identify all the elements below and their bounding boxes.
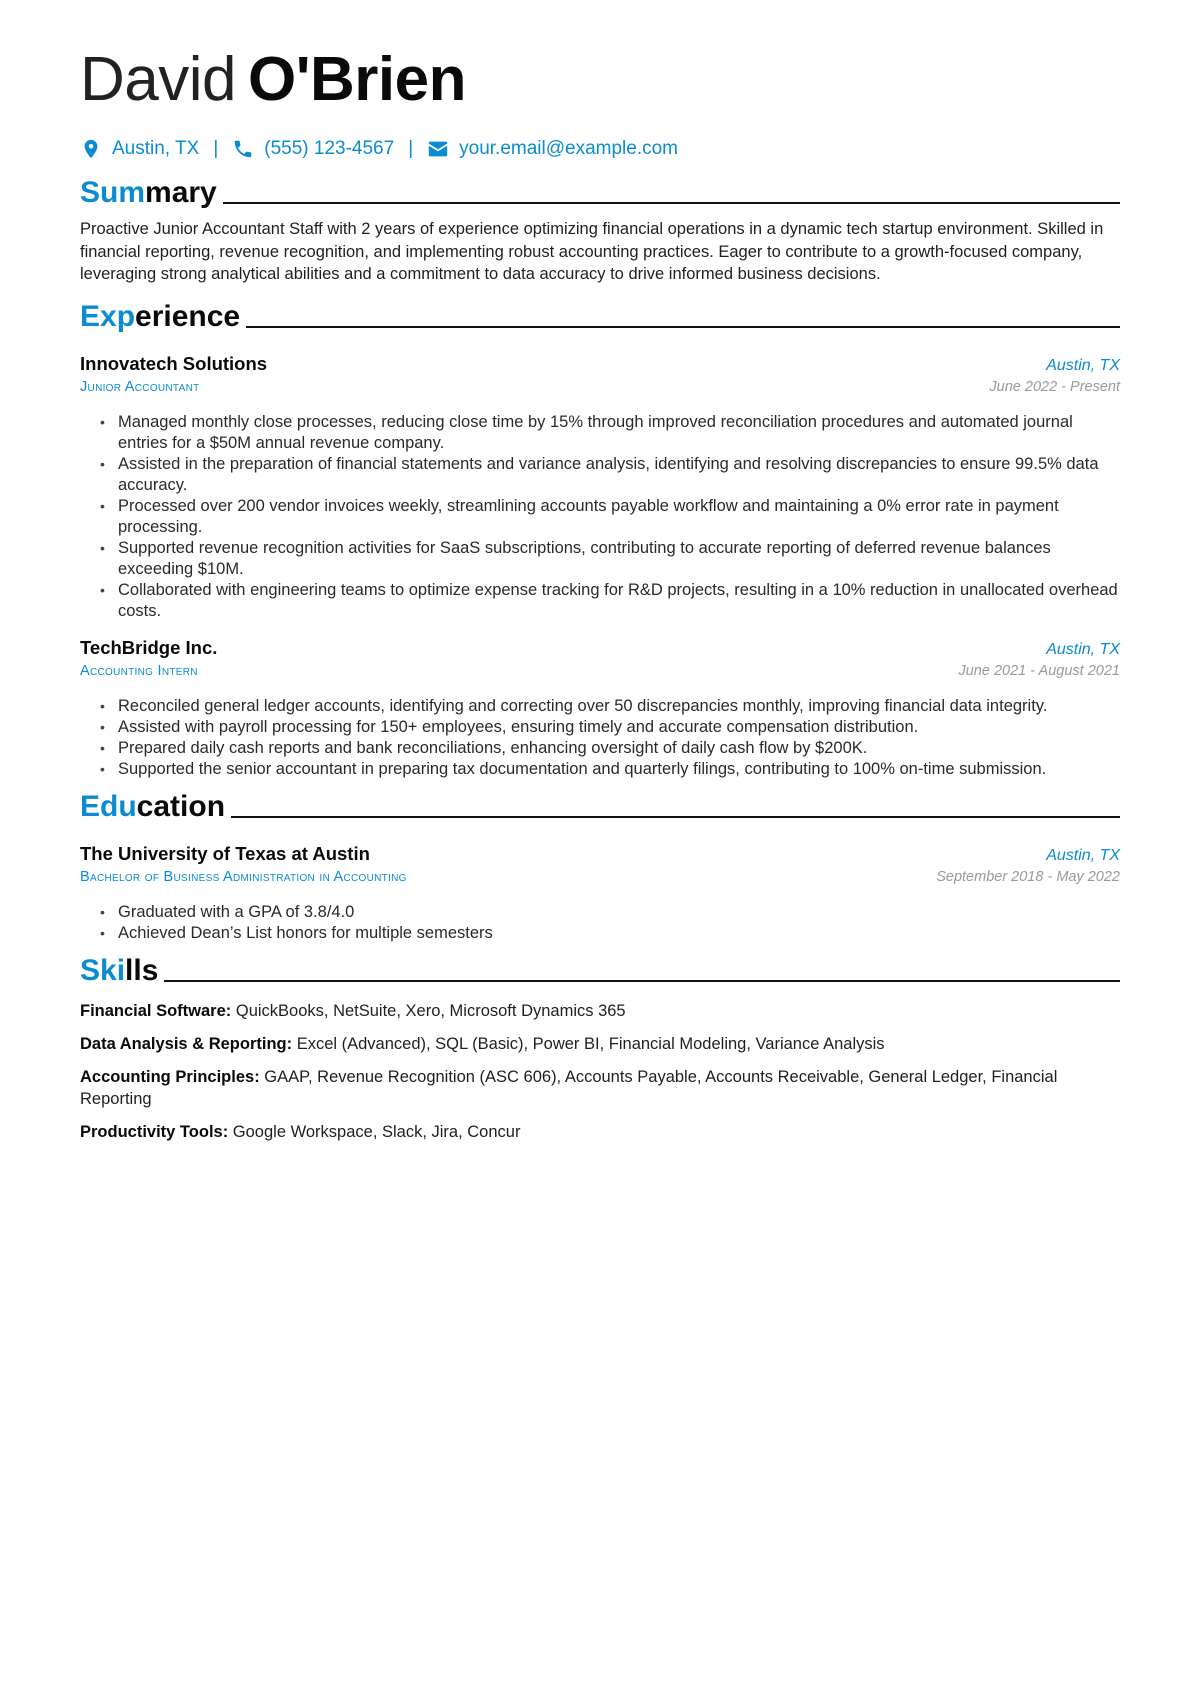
skill-category: Financial Software: [80, 1001, 232, 1020]
skills-heading-accent: Ski [80, 953, 126, 987]
list-item: • Reconciled general ledger accounts, identifying and correcting over 50 discrepancies monthly, improving financial data integrity. [118, 696, 1120, 717]
location-item [80, 138, 199, 160]
education-entry [80, 842, 1120, 944]
experience-heading-accent: Exp [80, 299, 136, 333]
job-role: Junior Accountant [80, 378, 200, 395]
list-item: • Supported the senior accountant in preparing tax documentation and quarterly filings, contributing to 100% on-time submission. [118, 759, 1120, 780]
contact-separator: | [408, 138, 414, 159]
phone-item[interactable] [232, 138, 394, 160]
summary-heading [80, 174, 1120, 212]
list-item: • Processed over 200 vendor invoices weekly, streamlining accounts payable workflow and maintaining a 0% error rate in payment processing. [118, 496, 1120, 538]
job-entry [80, 636, 1120, 780]
candidate-name [80, 40, 1120, 120]
education-dates: September 2018 - May 2022 [936, 868, 1120, 885]
skill-category: Data Analysis & Reporting: [80, 1034, 293, 1053]
experience-heading-rest: erience [135, 299, 241, 333]
job-bullets [80, 412, 1120, 622]
skills-list [80, 1000, 1120, 1143]
education-heading [80, 788, 1120, 826]
list-item: • Assisted with payroll processing for 150+ employees, ensuring timely and accurate compensation distribution. [118, 717, 1120, 738]
job-dates: June 2022 - Present [989, 378, 1120, 395]
skills-heading [80, 952, 1120, 990]
skill-values: Excel (Advanced), SQL (Basic), Power BI, Financial Modeling, Variance Analysis [296, 1034, 885, 1053]
last-name: O'Brien [248, 45, 466, 114]
skills-heading-rest: lls [125, 953, 159, 987]
email-link[interactable]: your.email@example.com [459, 138, 678, 159]
contact-info [80, 134, 1120, 164]
job-role: Accounting Intern [80, 662, 198, 679]
company-name: Innovatech Solutions [80, 352, 268, 374]
phone-text[interactable]: (555) 123-4567 [264, 138, 395, 159]
email-item[interactable] [427, 138, 678, 160]
list-item: • Collaborated with engineering teams to optimize expense tracking for R&D projects, resulting in a 10% reduction in unallocated overhead costs. [118, 580, 1120, 622]
education-heading-rest: cation [136, 789, 226, 823]
map-marker-icon [80, 138, 102, 160]
skill-values: Google Workspace, Slack, Jira, Concur [232, 1122, 521, 1141]
list-item: • Prepared daily cash reports and bank reconciliations, enhancing oversight of daily cash flow by $200K. [118, 738, 1120, 759]
education-bullets [80, 902, 1120, 944]
phone-icon [232, 138, 254, 160]
list-item: • Supported revenue recognition activities for SaaS subscriptions, contributing to accurate reporting of deferred revenue balances exceeding $10M. [118, 538, 1120, 580]
first-name: David [80, 45, 237, 114]
contact-separator: | [213, 138, 219, 159]
skill-row [80, 1121, 1120, 1143]
section-divider [223, 202, 1120, 204]
skill-row [80, 1033, 1120, 1055]
list-item: • Assisted in the preparation of financial statements and variance analysis, identifying and resolving discrepancies to ensure 99.5% data accuracy. [118, 454, 1120, 496]
section-divider [164, 980, 1120, 982]
skill-values: GAAP, Revenue Recognition (ASC 606), Accounts Payable, Accounts Receivable, General Ledger, Financial Reporting [80, 1067, 1058, 1108]
school-name: The University of Texas at Austin [80, 842, 370, 864]
location-text: Austin, TX [112, 138, 200, 159]
skill-category: Accounting Principles: [80, 1067, 260, 1086]
list-item: • Achieved Dean’s List honors for multiple semesters [118, 923, 1120, 944]
summary-heading-rest: mary [145, 176, 217, 209]
summary-heading-accent: Sum [80, 176, 146, 209]
skill-values: QuickBooks, NetSuite, Xero, Microsoft Dynamics 365 [235, 1001, 626, 1020]
skill-row [80, 1000, 1120, 1022]
job-entry [80, 352, 1120, 622]
envelope-icon [427, 138, 449, 160]
job-bullets [80, 696, 1120, 780]
company-name: TechBridge Inc. [80, 636, 218, 658]
job-location: Austin, TX [1046, 356, 1120, 374]
skill-row [80, 1066, 1120, 1110]
summary-text: Proactive Junior Accountant Staff with 2 years of experience optimizing financial operations in a dynamic tech startup environment. Skilled in financial reporting, revenue recognition, and implementing robust accounting practices. Eager to contribute to a growth-focused company, leveraging strong analytical abilities and a commitment to data accuracy to drive informed business decisions. [80, 220, 1104, 283]
job-dates: June 2021 - August 2021 [958, 662, 1120, 679]
education-heading-accent: Edu [80, 789, 137, 823]
degree-name: Bachelor of Business Administration in Accounting [80, 868, 407, 885]
section-divider [231, 816, 1120, 818]
section-divider [246, 326, 1120, 328]
skill-category: Productivity Tools: [80, 1122, 229, 1141]
list-item: • Graduated with a GPA of 3.8/4.0 [118, 902, 1120, 923]
list-item: • Managed monthly close processes, reducing close time by 15% through improved reconciliation procedures and automated journal entries for a $50M annual revenue company. [118, 412, 1120, 454]
job-location: Austin, TX [1046, 640, 1120, 658]
school-location: Austin, TX [1046, 846, 1120, 864]
experience-heading [80, 298, 1120, 336]
